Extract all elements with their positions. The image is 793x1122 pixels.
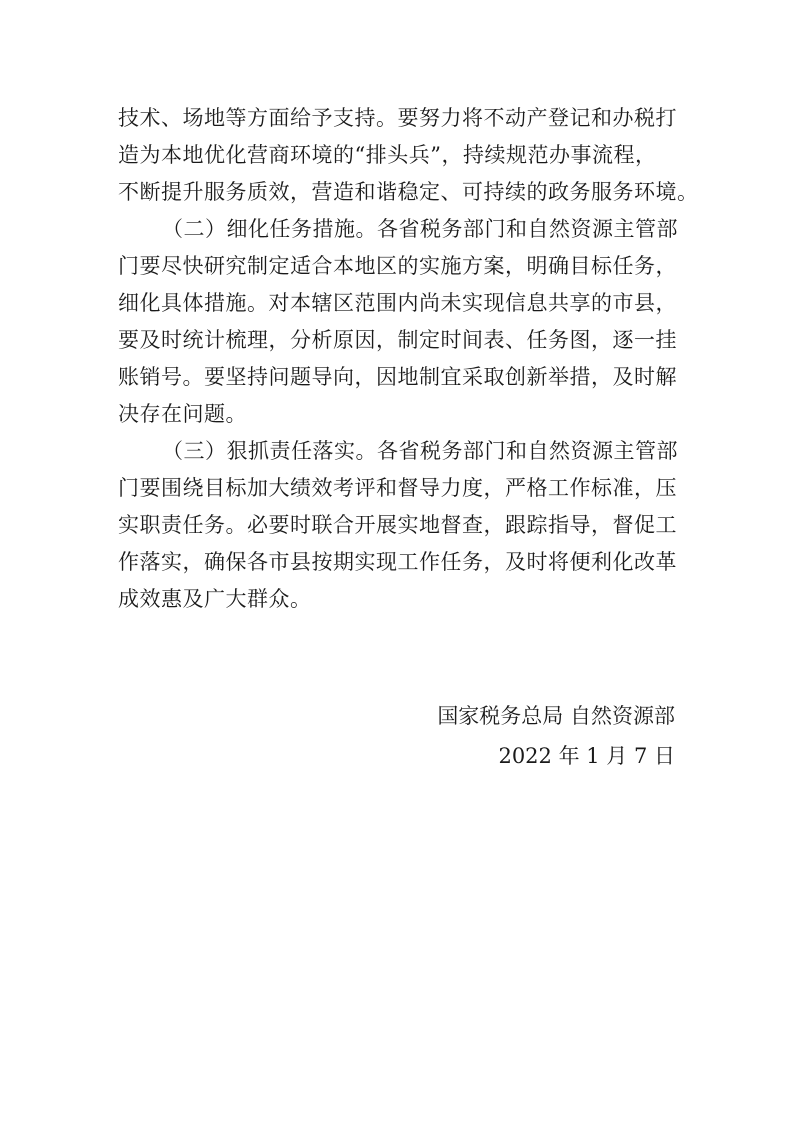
issuer-name: 国家税务总局 自然资源部 (437, 704, 675, 728)
paragraph-2-line-5: 账销号。要坚持问题导向，因地制宜采取创新举措，及时解 (118, 365, 677, 389)
paragraph-3-line-4: 作落实，确保各市县按期实现工作任务，及时将便利化改革 (118, 550, 677, 574)
paragraph-1-line-2: 造为本地优化营商环境的“排头兵”，持续规范办事流程， (118, 143, 657, 167)
paragraph-3-line-3: 实职责任务。必要时联合开展实地督查，跟踪指导，督促工 (118, 513, 677, 537)
paragraph-1-line-3: 不断提升服务质效，营造和谐稳定、可持续的政务服务环境。 (118, 180, 699, 204)
paragraph-2-line-6: 决存在问题。 (118, 402, 247, 426)
paragraph-2-line-2: 门要尽快研究制定适合本地区的实施方案，明确目标任务， (118, 254, 677, 278)
paragraph-3-line-2: 门要围绕目标加大绩效考评和督导力度，严格工作标准，压 (118, 476, 677, 500)
document-body (118, 100, 699, 618)
paragraph-1-line-1: 技术、场地等方面给予支持。要努力将不动产登记和办税打 (118, 106, 677, 130)
document-signature (437, 696, 675, 776)
paragraph-2-line-1: （二）细化任务措施。各省税务部门和自然资源主管部 (162, 217, 678, 241)
issue-date: 2022 年 1 月 7 日 (498, 744, 675, 768)
paragraph-2-line-4: 要及时统计梳理，分析原因，制定时间表、任务图，逐一挂 (118, 328, 677, 352)
paragraph-3-line-1: （三）狠抓责任落实。各省税务部门和自然资源主管部 (162, 439, 678, 463)
paragraph-2-line-3: 细化具体措施。对本辖区范围内尚未实现信息共享的市县， (118, 291, 677, 315)
paragraph-3-line-5: 成效惠及广大群众。 (118, 587, 312, 611)
